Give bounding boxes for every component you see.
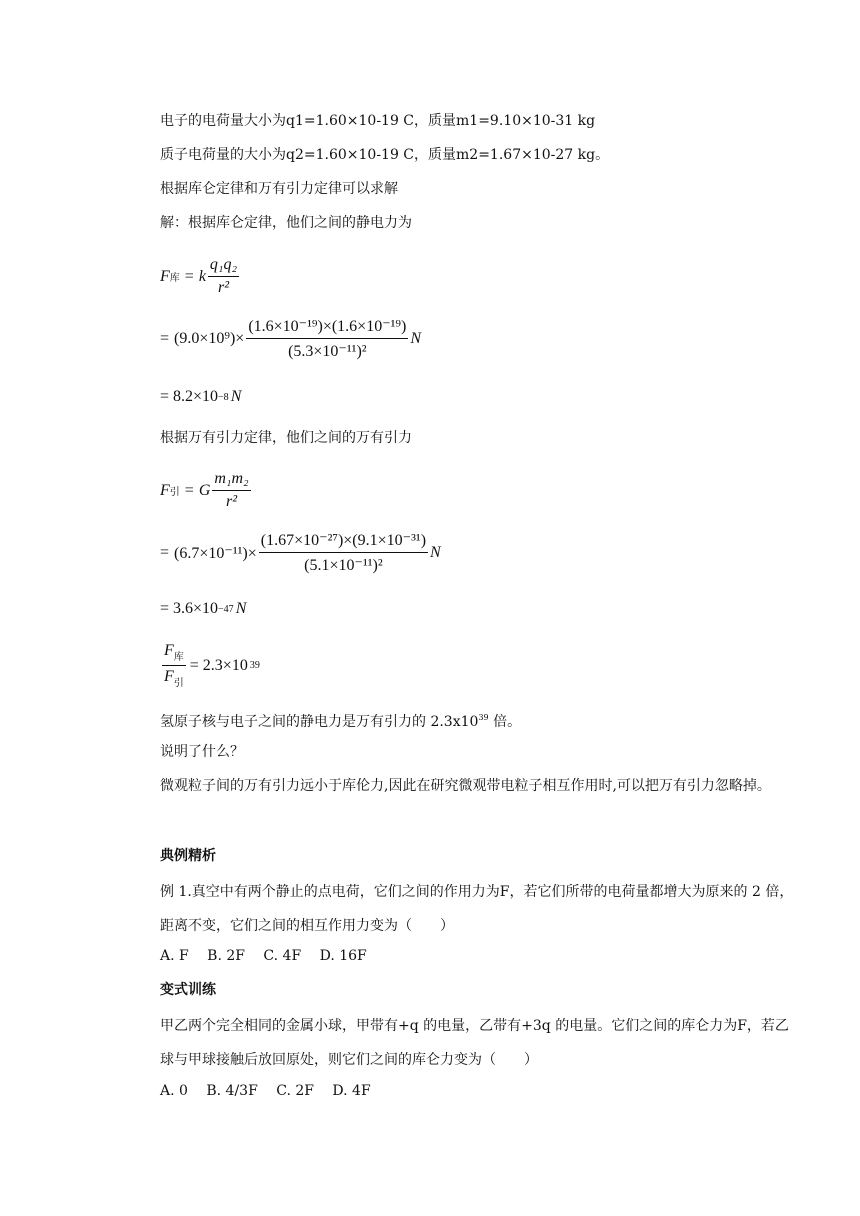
gravity-result-base: = 3.6×10 <box>160 600 219 617</box>
equals-sign: = <box>160 329 170 347</box>
example-1-question: 例 1.真空中有两个静止的点电荷，它们之间的作用力为F，若它们所带的电荷量都增大为原来的 2 倍，距离不变，它们之间的相互作用力变为（ ） <box>160 884 794 934</box>
conclusion-line <box>160 708 521 732</box>
gravity-intro-line: 根据万有引力定律，他们之间的万有引力 <box>160 430 412 446</box>
k-constant: k <box>198 267 206 285</box>
practice-question: 甲乙两个完全相同的金属小球，甲带有+q 的电量，乙带有+3q 的电量。它们之间的库仑力为F，若乙球与甲球接触后放回原处，则它们之间的库仑力变为（ ） <box>160 1018 789 1068</box>
equals-sign: = <box>184 267 194 285</box>
method-line: 根据库仑定律和万有引力定律可以求解 <box>160 181 398 197</box>
coulomb-result-base: = 8.2×10 <box>160 388 219 405</box>
practice-options: A. 0 B. 4/3F C. 2F D. 4F <box>160 1083 371 1099</box>
question-line: 说明了什么？ <box>160 744 244 760</box>
conclusion-exponent: 39 <box>478 713 489 722</box>
coulomb-numerator: (1.6×10⁻¹⁹)×(1.6×10⁻¹⁹) <box>246 316 408 339</box>
gravity-fraction <box>212 470 250 511</box>
ku-subscript: 库 <box>169 273 180 284</box>
proton-charge-line: 质子电荷量的大小为q2=1.60×10-19 C，质量m2=1.67×10-27 kg。 <box>160 147 610 163</box>
electron-charge-line: 电子的电荷量大小为q1=1.60×10-19 C，质量m1=9.10×10-31 kg <box>160 113 596 129</box>
coulomb-value-fraction <box>246 316 408 361</box>
yin-subscript: 引 <box>169 487 180 498</box>
gravity-result-exponent: −47 <box>218 603 234 615</box>
gravity-formula <box>160 470 253 511</box>
m1m2-numerator: m₁m₂ <box>212 470 250 491</box>
solution-intro-line: 解：根据库仑定律，他们之间的静电力为 <box>160 215 412 231</box>
force-symbol: F <box>164 668 174 685</box>
coulomb-formula <box>160 256 241 297</box>
force-symbol: F <box>160 481 170 499</box>
ratio-result-base: = 2.3×10 <box>189 656 248 674</box>
coulomb-fraction <box>208 256 239 297</box>
coulomb-k-value: (9.0×10⁹)× <box>174 329 245 347</box>
ratio-result-exponent: 39 <box>249 660 260 671</box>
q1q2-numerator: q₁q₂ <box>208 256 239 277</box>
coulomb-result-exponent: −8 <box>218 391 229 403</box>
gravity-denominator: (5.1×10⁻¹¹)² <box>304 557 383 574</box>
ratio-fraction <box>162 642 186 689</box>
section-heading-examples: 典例精析 <box>160 848 216 864</box>
yin-subscript: 引 <box>173 678 184 689</box>
force-ratio <box>160 642 260 689</box>
coulomb-substitution <box>160 316 421 361</box>
newton-unit: N <box>430 543 441 561</box>
conclusion-suffix: 倍。 <box>488 714 522 730</box>
force-symbol: F <box>164 642 174 659</box>
coulomb-result <box>160 388 243 406</box>
section-heading-practice: 变式训练 <box>160 982 216 998</box>
coulomb-denominator: (5.3×10⁻¹¹)² <box>288 343 367 360</box>
example-1-options: A. F B. 2F C. 4F D. 16F <box>160 948 367 964</box>
gravity-numerator: (1.67×10⁻²⁷)×(9.1×10⁻³¹) <box>259 530 428 553</box>
g-constant: G <box>198 481 211 499</box>
explanation-paragraph: 微观粒子间的万有引力远小于库伦力,因此在研究微观带电粒子相互作用时,可以把万有引力忽略掉。 <box>160 778 771 794</box>
gravity-g-value: (6.7×10⁻¹¹)× <box>174 544 257 562</box>
newton-unit: N <box>235 600 247 617</box>
equals-sign: = <box>184 481 194 499</box>
equals-sign: = <box>160 543 170 561</box>
gravity-substitution <box>160 530 441 575</box>
ku-subscript: 库 <box>173 652 184 663</box>
newton-unit: N <box>410 329 422 347</box>
newton-unit: N <box>230 388 242 405</box>
gravity-result <box>160 600 248 618</box>
gravity-value-fraction <box>259 530 428 575</box>
r2-denominator: r² <box>225 493 237 510</box>
conclusion-text: 氢原子核与电子之间的静电力是万有引力的 2.3x10 <box>160 714 479 730</box>
r2-denominator: r² <box>217 279 229 296</box>
force-symbol: F <box>160 267 170 285</box>
